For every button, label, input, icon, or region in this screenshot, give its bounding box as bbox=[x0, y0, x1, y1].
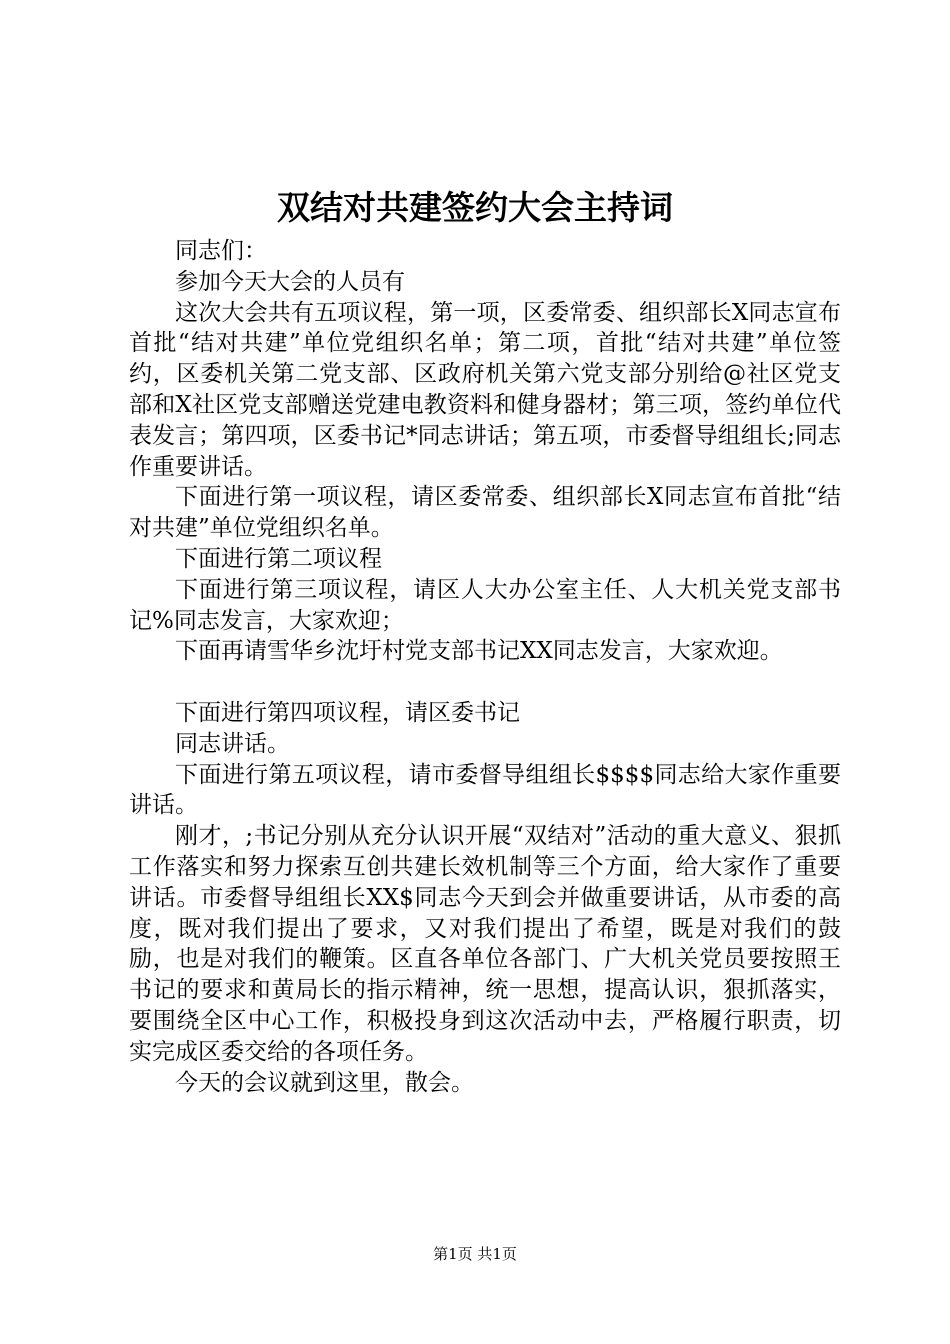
document-body bbox=[129, 236, 841, 1098]
page-number-footer: 第1页 共1页 bbox=[433, 1245, 517, 1263]
paragraph-item-two: 下面进行第二项议程 bbox=[175, 545, 382, 572]
paragraph-item-four-speech: 同志讲话。 bbox=[175, 730, 290, 757]
paragraph-agenda: 这次大会共有五项议程，第一项，区委常委、组织部长X同志宣布首批“结对共建”单位党组织名单；第二项，首批“结对共建”单位签约，区委机关第二党支部、区政府机关第六党支部分别给@社区党支部和X社区党支部赠送党建电教资料和健身器材；第三项，签约单位代表发言；第四项，区委书记*同志讲话；第五项，市委督导组组长;同志作重要讲话。 bbox=[129, 299, 841, 480]
paragraph-second-speaker: 下面再请雪华乡沈圩村党支部书记XX同志发言，大家欢迎。 bbox=[175, 638, 783, 665]
paragraph-summary: 刚才，;书记分别从充分认识开展“双结对”活动的重大意义、狠抓工作落实和努力探索互创共建长效机制等三个方面，给大家作了重要讲话。市委督导组组长XX$同志今天到会并做重要讲话，从市委的高度，既对我们提出了要求，又对我们提出了希望，既是对我们的鼓励，也是对我们的鞭策。区直各单位各部门、广大机关党员要按照王书记的要求和黄局长的指示精神，统一思想，提高认识，狠抓落实，要围绕全区中心工作，积极投身到这次活动中去，严格履行职责，切实完成区委交给的各项任务。 bbox=[129, 823, 841, 1065]
paragraph-attendees: 参加今天大会的人员有 bbox=[175, 268, 405, 295]
paragraph-item-five: 下面进行第五项议程，请市委督导组组长$$$$同志给大家作重要讲话。 bbox=[129, 761, 841, 819]
paragraph-item-four: 下面进行第四项议程，请区委书记 bbox=[175, 699, 520, 726]
paragraph-item-three: 下面进行第三项议程，请区人大办公室主任、人大机关党支部书记%同志发言，大家欢迎； bbox=[129, 576, 841, 634]
blank-line bbox=[129, 667, 841, 698]
document-title: 双结对共建签约大会主持词 bbox=[277, 188, 673, 227]
paragraph-closing: 今天的会议就到这里，散会。 bbox=[175, 1069, 474, 1096]
paragraph-item-one: 下面进行第一项议程，请区委常委、组织部长X同志宣布首批“结对共建”单位党组织名单。 bbox=[129, 484, 841, 542]
paragraph-greeting: 同志们： bbox=[175, 238, 267, 264]
